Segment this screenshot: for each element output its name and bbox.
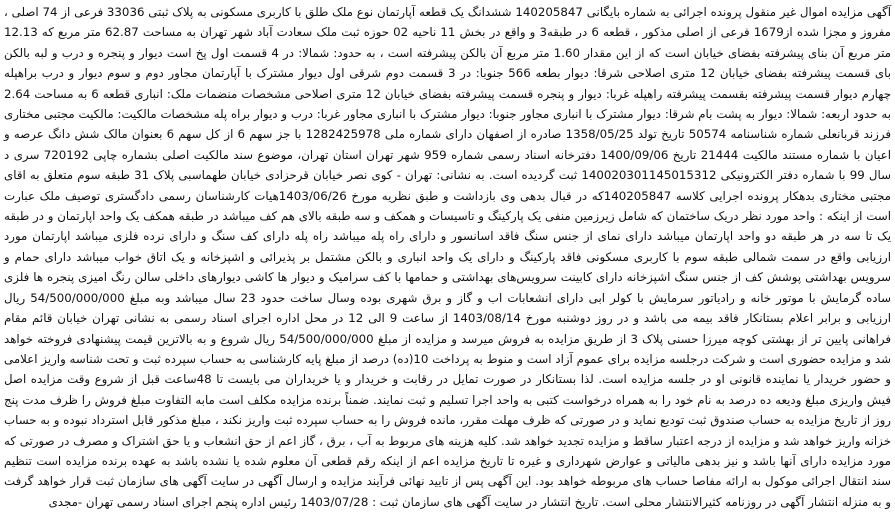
notice-text: آگهی مزایده اموال غیر منقول پرونده اجرائی به شماره بایگانی 140205847 ششدانگ یک قطعه آپارتمان نوع ملک طلق با کاربری مسکونی به پلاک ثبتی 33036 فرعی از 74 اصلی ، مفروز و مجزا شده از1679 فرعی از اصلی مذکور ، قطعه 6 در طبقه3 و واقع در بخش 11 ناحیه 02 حوزه ثبت ملک سعادت آباد شهر تهران به مساحت 62.87 متر مربع که 12.13 متر مربع آن بنای پیشرفته بفضای خیابان است که از این مقدار 1.60 متر مربع آن بالکن پیشرفته است ، به حدود: شمالا: در 4 قسمت اول پخ است دیوار و پنجره و درب و لبه بالکن بای قسمت پیشرفته بفضای خیابان 12 متری اصلاحی شرقا: دیوار بطعه 566 جنوبا: در 3 قسمت دوم شرقی اول دیوار مشترک با آپارتمان مجاور دوم و سوم دیوار و درب براهپله چهارم دیوار قسمت پیشرفته بقسمت پیشرفته راهپله غربا: دیوار و پنجره قسمت پیشرفته بفضای خیابان 12 متری اصلاحی مشخصات منضمات ملک: انباری قطعه 6 به مساحت 2.64 به حدود اربعه: شمالا: دیوار به پشت بام شرقا: دیوار مشترک با انباری مجاور جنوبا: دیوار مشترک با انباری مجاور غربا: درب و دیوار براه پله مشخصات مالکیت: مالکیت مجتبی مختاری فرزند قربانعلی شماره شناسنامه 50574 تاریخ تولد 1358/05/25 صادره از اصفهان دارای شماره ملی 1282425978 با جز سهم 6 از کل سهم 6 بعنوان مالک شش دانگ عرصه و اعیان با شماره مستند مالکیت 21444 تاریخ 1400/09/06 دفترخانه اسناد رسمی شماره 959 شهر تهران استان تهران، موضوع سند مالکیت اصلی بشماره چاپی 720192 سری د سال 99 با شماره دفتر الکترونیکی 140020301145015312 ثبت گردیده است. به نشانی: تهران - کوی نصر خیابان قرحزادی خیابان طهماسبی پلاک 31 طبقه سوم متعلق به اقای مجتبی مختاری بدهکار پرونده اجرایی کلاسه 140205847که در قبال بدهی وی بازداشت و طبق نظریه مورخ 1403/06/26هیات کارشناسان رسمی دادگستری توصیف ملک عبارت است از اینکه : واحد مورد نظر دریک ساختمان که شامل زیرزمین منفی یک پارکینگ و تاسیسات و همکف و سه طبقه بالای هم کف میباشد در طبقه همکف یک واحد اپارتمان و در طبقه یک تا سه در هر طبقه دو واحد اپارتمان میباشد دارای نمای از جنس سنگ فاقد اسانسور و دارای راه پله میباشد راه پله دارای کف سنگ و دارای نرده فلزی میباشد اپارتمان مورد ارزیابی واقع در سمت شمالی طبقه سوم با کاربری مسکونی فاقد پارکینگ و دارای یک واحد انباری و بالکن مشتمل بر پذیرائی و اشپزخانه و یک اتاق خواب میباشد دارای حمام و سرویس بهداشتی پوشش کف از جنس سنگ اشپزخانه دارای کابینت سرویس‌های بهداشتی و حمامها با کف سرامیک و دیوار ها کاشی دیوارهای داخلی سالن رنگ امیزی پنجره ها فلزی ساده گرمایش با موتور خانه و رادیاتور سرمایش با کولر ابی دارای انشعابات اب و گاز و برق شهری بوده وسال ساخت حدود 23 سال میباشد وبه مبلغ 54/500/000/000 ریال ارزیابی و برابر اعلام بستانکار فاقد بیمه می باشد و در روز دوشنبه مورخ 1403/08/14 از ساعت 9 الی 12 در محل اداره اجرای اسناد رسمی به نشانی تهران خیابان قائم مقام فراهانی پایین تر از بهشتی کوچه میرزا حسنی پلاک 3 از طریق مزایده به فروش میرسد و مزایده از مبلغ 54/500/000/000 ریال شروع و به بالاترین قیمت پیشنهادی فروخته خواهد شد و مزایده حضوری است و شرکت درجلسه مزایده برای عموم آزاد است و منوط به پرداخت 10(ده) درصد از مبلغ پایه کارشناسی به حساب سپرده ثبت و تحت شناسه واریز اعلامی و حضور خریدار یا نماینده قانونی او در جلسه مزایده است. لذا بستانکار در صورت تمایل در رقابت و خریدار و یا خریداران می بایست تا 48ساعت قبل از شروع وقت مزایده اصل فیش واریزی مبلغ ودیعه ده درصد به نام خود را به همراه درخواست کتبی به واحد اجرا تسلیم و ثبت نمایند. ضمناً برنده مزایده مکلف است مابه التفاوت مبلغ فروش را ظرف مدت پنج روز از تاریخ مزایده به حساب صندوق ثبت تودیع نماید و در صورتی که ظرف مهلت مقرر، مانده فروش را به حساب سپرده ثبت واریز نکند ، مبلغ مذکور قابل استرداد نبوده و به حساب خزانه واریز خواهد شد و مزایده از درجه اعتبار ساقط و مزایده تجدید خواهد شد. کلیه هزینه های مربوط به آب ، برق ، گاز اعم از حق انشعاب و یا حق اشتراک و مصرف در صورتی که مورد مزایده دارای آنها باشد و نیز بدهی مالیاتی و عوارض شهرداری و غیره تا تاریخ مزایده اعم از اینکه رقم قطعی آن معلوم شده یا نشده باشد به عهده برنده مزایده است تنظیم سند انتقال اجرائی موکول به ارائه مفاصا حساب های مربوطه خواهد بود. این آگهی پس از تایید نهائی فرآیند مزایده و ارسال آگهی در سایت آگهی های سازمان ثبت قرار خواهد گرفت و به منزله انتشار آگهی در روزنامه کثیرالانتشار محلی است. تاریخ انتشار در سایت آگهی های سازمان ثبت : 1403/07/28 رئیس اداره پنجم اجرای اسناد رسمی تهران -مجدی [4,5,892,509]
